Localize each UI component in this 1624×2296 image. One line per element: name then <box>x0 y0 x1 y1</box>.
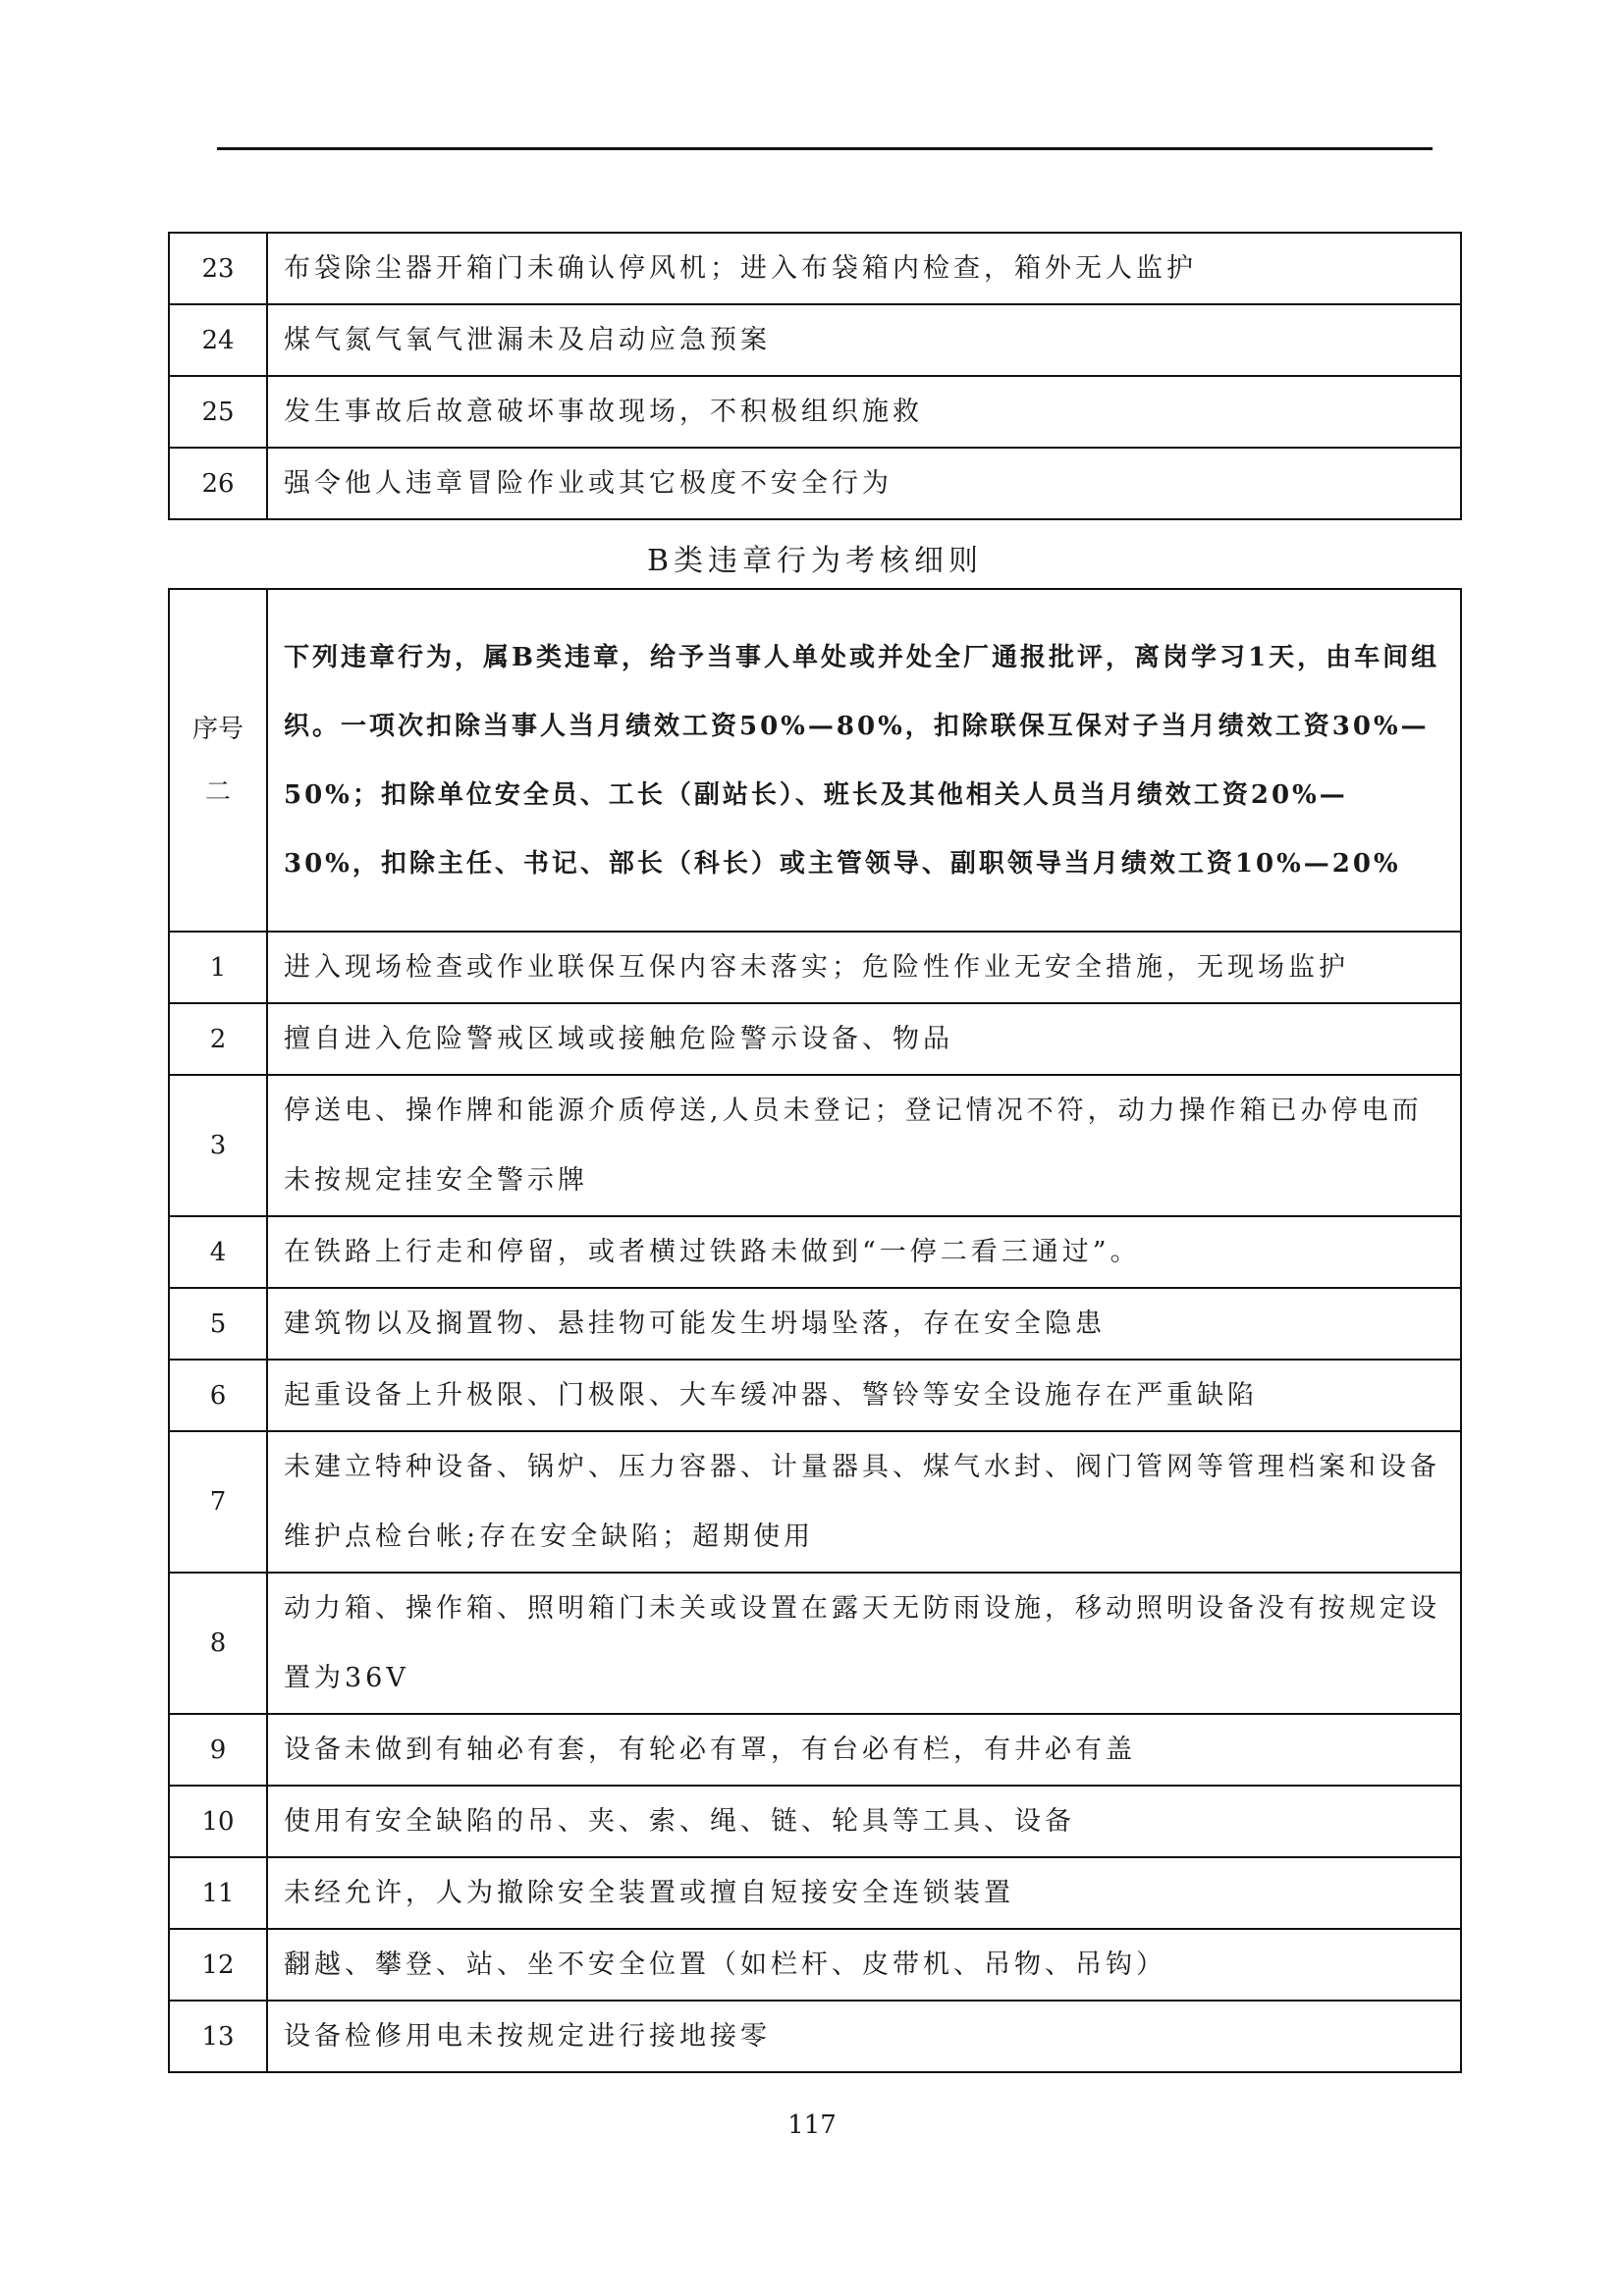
row-text: 动力箱、操作箱、照明箱门未关或设置在露天无防雨设施，移动照明设备没有按规定设置为36V <box>267 1573 1461 1714</box>
table-row <box>169 233 1461 304</box>
table-header-row <box>169 589 1461 932</box>
row-number: 4 <box>169 1216 267 1288</box>
row-text: 停送电、操作牌和能源介质停送,人员未登记；登记情况不符，动力操作箱已办停电而未按规定挂安全警示牌 <box>267 1075 1461 1216</box>
row-text: 未建立特种设备、锅炉、压力容器、计量器具、煤气水封、阀门管网等管理档案和设备维护点检台帐;存在安全缺陷；超期使用 <box>267 1431 1461 1573</box>
table-row <box>169 1929 1461 2001</box>
row-text: 设备未做到有轴必有套，有轮必有罩，有台必有栏，有井必有盖 <box>267 1714 1461 1786</box>
row-text: 布袋除尘器开箱门未确认停风机；进入布袋箱内检查，箱外无人监护 <box>267 233 1461 304</box>
row-text: 翻越、攀登、站、坐不安全位置（如栏杆、皮带机、吊物、吊钩） <box>267 1929 1461 2001</box>
row-text: 煤气氮气氧气泄漏未及启动应急预案 <box>267 304 1461 376</box>
row-text: 设备检修用电未按规定进行接地接零 <box>267 2001 1461 2072</box>
table-row <box>169 1431 1461 1573</box>
intro-text: 下列违章行为，属B类违章，给予当事人单处或并处全厂通报批评，离岗学习1天，由车间组织。一项次扣除当事人当月绩效工资50%—80%，扣除联保互保对子当月绩效工资30%—50%；扣除单位安全员、工长（副站长）、班长及其他相关人员当月绩效工资20%—30%，扣除主任、书记、部长（科长）或主管领导、副职领导当月绩效工资10%—20% <box>267 589 1461 932</box>
row-number: 23 <box>169 233 267 304</box>
row-text: 发生事故后故意破坏事故现场，不积极组织施救 <box>267 376 1461 448</box>
table-row <box>169 1003 1461 1075</box>
row-number: 5 <box>169 1288 267 1360</box>
header-label-category: 二 <box>204 776 231 807</box>
row-text: 起重设备上升极限、门极限、大车缓冲器、警铃等安全设施存在严重缺陷 <box>267 1360 1461 1431</box>
table-row <box>169 1714 1461 1786</box>
header-rule <box>217 147 1433 150</box>
table-row <box>169 1857 1461 1929</box>
table-row <box>169 1075 1461 1216</box>
row-number: 3 <box>169 1075 267 1216</box>
row-text: 进入现场检查或作业联保互保内容未落实；危险性作业无安全措施，无现场监护 <box>267 932 1461 1003</box>
row-number: 8 <box>169 1573 267 1714</box>
row-text: 使用有安全缺陷的吊、夹、索、绳、链、轮具等工具、设备 <box>267 1786 1461 1857</box>
table-row <box>169 1288 1461 1360</box>
row-number: 9 <box>169 1714 267 1786</box>
table-row <box>169 304 1461 376</box>
row-number: 25 <box>169 376 267 448</box>
header-label-cell <box>169 589 267 932</box>
table-row <box>169 1786 1461 1857</box>
row-text: 在铁路上行走和停留，或者横过铁路未做到“一停二看三通过”。 <box>267 1216 1461 1288</box>
table-row <box>169 1216 1461 1288</box>
table-row <box>169 1360 1461 1431</box>
row-number: 13 <box>169 2001 267 2072</box>
header-label-serial: 序号 <box>191 714 244 744</box>
row-text: 强令他人违章冒险作业或其它极度不安全行为 <box>267 448 1461 519</box>
row-number: 2 <box>169 1003 267 1075</box>
table-row <box>169 376 1461 448</box>
row-text: 未经允许，人为撤除安全装置或擅自短接安全连锁装置 <box>267 1857 1461 1929</box>
row-text: 建筑物以及搁置物、悬挂物可能发生坍塌坠落，存在安全隐患 <box>267 1288 1461 1360</box>
row-number: 1 <box>169 932 267 1003</box>
row-number: 24 <box>169 304 267 376</box>
row-text: 擅自进入危险警戒区域或接触危险警示设备、物品 <box>267 1003 1461 1075</box>
row-number: 10 <box>169 1786 267 1857</box>
table-row <box>169 2001 1461 2072</box>
row-number: 7 <box>169 1431 267 1573</box>
violation-table-b <box>168 588 1462 2073</box>
table-row <box>169 448 1461 519</box>
row-number: 26 <box>169 448 267 519</box>
section-title: B类违章行为考核细则 <box>646 544 984 578</box>
table-row <box>169 932 1461 1003</box>
violation-table-a <box>168 232 1462 520</box>
row-number: 6 <box>169 1360 267 1431</box>
table-row <box>169 1573 1461 1714</box>
page-number: 117 <box>787 2110 837 2140</box>
row-number: 12 <box>169 1929 267 2001</box>
row-number: 11 <box>169 1857 267 1929</box>
